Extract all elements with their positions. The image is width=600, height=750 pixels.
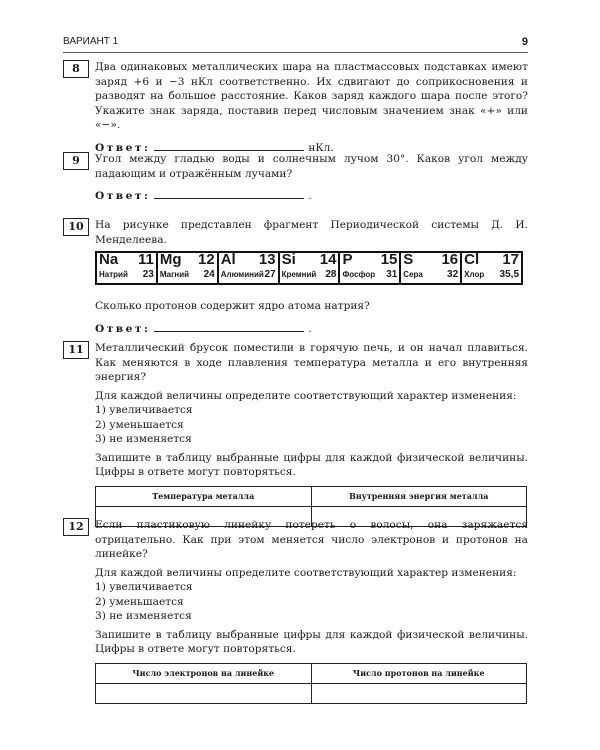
element-name: Алюминий: [220, 269, 264, 279]
option: 1) увеличивается: [95, 581, 193, 593]
answer-label: Ответ:: [95, 141, 151, 154]
element-cell: [158, 253, 219, 283]
question-text: Угол между гладью воды и солнечным лучом 30°. Каков угол между падающим и отражённым лучами?: [95, 153, 528, 180]
answer-unit: .: [308, 190, 312, 202]
element-symbol: Al: [220, 251, 236, 268]
column-header: Число электронов на линейке: [96, 663, 312, 683]
element-cell: [97, 253, 158, 283]
element-name: Кремний: [281, 269, 317, 279]
option: 3) не изменяется: [95, 433, 192, 445]
option: 1) увеличивается: [95, 404, 193, 416]
element-symbol: S: [403, 251, 414, 268]
element-name: Фосфор: [342, 269, 376, 279]
atomic-number: 15: [380, 251, 398, 268]
atomic-number: 14: [319, 251, 337, 268]
element-name: Хлор: [464, 269, 485, 279]
question-11: [63, 341, 528, 527]
element-symbol: P: [342, 251, 353, 268]
answer-line: [95, 188, 528, 204]
question-9: [63, 152, 528, 204]
question-number: 8: [63, 60, 89, 78]
question-number: 10: [63, 218, 89, 236]
question-number: 9: [63, 152, 89, 170]
page-header: [63, 36, 528, 53]
element-name: Магний: [159, 269, 190, 279]
element-cell: [462, 253, 521, 283]
question-number: 12: [63, 518, 89, 536]
answer-label: Ответ:: [95, 322, 151, 335]
element-cell: [401, 253, 462, 283]
answer-cell[interactable]: [96, 683, 312, 703]
question-10: [63, 218, 528, 336]
element-symbol: Si: [281, 251, 296, 268]
answer-unit: нКл.: [308, 141, 334, 154]
element-name: Натрий: [99, 269, 128, 279]
question-8: [63, 60, 528, 155]
element-cell: [280, 253, 341, 283]
answer-unit: .: [308, 322, 312, 335]
question-text: На рисунке представлен фрагмент Периодической системы Д. И. Менделеева.: [95, 219, 528, 246]
element-cell: [340, 253, 401, 283]
element-symbol: Na: [99, 251, 119, 268]
atomic-number: 13: [258, 251, 276, 268]
question-text: Если пластиковую линейку потереть о волосы, она заряжается отрицательно. Как при этом меняется число электронов и протонов на линейке?: [95, 519, 528, 560]
variant-label: ВАРИАНТ 1: [63, 36, 119, 47]
answer-label: Ответ:: [95, 190, 151, 202]
periodic-table-fragment: [95, 251, 523, 285]
question-12: [63, 518, 528, 704]
page-number: 9: [521, 36, 528, 48]
atomic-number: 11: [138, 251, 154, 268]
element-cell: [219, 253, 280, 283]
atomic-mass: 27: [264, 268, 276, 280]
instruction: Для каждой величины определите соответствующий характер изменения:: [95, 566, 517, 579]
answer-line: [95, 321, 528, 337]
atomic-number: 17: [502, 251, 520, 268]
element-name: Сера: [403, 269, 423, 279]
atomic-mass: 31: [386, 268, 398, 280]
question-text: Металлический брусок поместили в горячую печь, и он начал плавиться. Как меняются в ходе плавления температура металла и его внутренняя энергия?: [95, 342, 528, 383]
column-header: Температура металла: [96, 486, 312, 506]
element-symbol: Cl: [464, 251, 480, 268]
atomic-number: 16: [441, 251, 459, 268]
instruction: Для каждой величины определите соответствующий характер изменения:: [95, 389, 517, 402]
atomic-mass: 23: [142, 268, 154, 280]
question-number: 11: [63, 341, 89, 359]
atomic-mass: 35,5: [499, 268, 520, 280]
table-instruction: Запишите в таблицу выбранные цифры для каждой физической величины. Цифры в ответе могут повторяться.: [95, 451, 528, 478]
answer-field[interactable]: [154, 140, 304, 151]
answer-field[interactable]: [154, 321, 304, 332]
answer-table: [95, 663, 527, 704]
table-instruction: Запишите в таблицу выбранные цифры для каждой физической величины. Цифры в ответе могут повторяться.: [95, 628, 528, 655]
column-header: Внутренняя энергия металла: [311, 486, 527, 506]
question-text: Два одинаковых металлических шара на пластмассовых подставках имеют заряд +6 и −3 нКл соответственно. Их сдвигают до соприкосновения и разводят на большое расстояние. Каков заряд каждого шара после этого? Укажите знак заряда, поставив перед числовым значением знак «+» или «−».: [95, 61, 528, 131]
question-subtext: Сколько протонов содержит ядро атома натрия?: [95, 300, 370, 312]
atomic-mass: 28: [325, 268, 337, 280]
answer-cell[interactable]: [311, 683, 527, 703]
column-header: Число протонов на линейке: [311, 663, 527, 683]
atomic-mass: 32: [447, 268, 459, 280]
atomic-number: 12: [198, 251, 215, 268]
element-symbol: Mg: [159, 251, 182, 268]
option: 2) уменьшается: [95, 418, 184, 431]
option: 3) не изменяется: [95, 610, 192, 622]
atomic-mass: 24: [203, 268, 215, 280]
answer-field[interactable]: [154, 188, 304, 199]
option: 2) уменьшается: [95, 595, 184, 608]
